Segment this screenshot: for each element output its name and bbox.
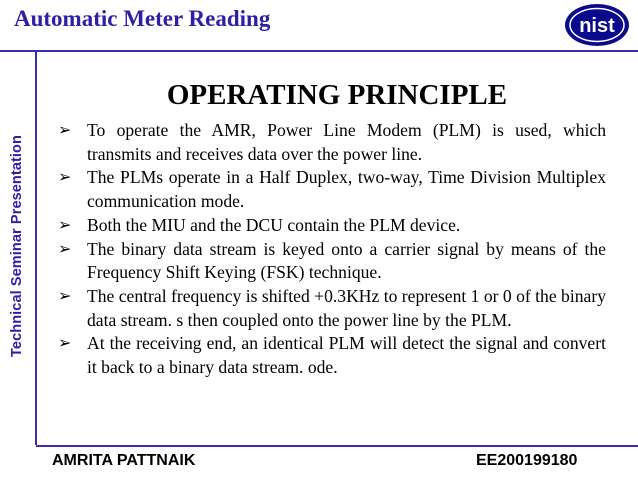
bullet-text: The binary data stream is keyed onto a carrier signal by means of the Frequency Shift Keying (FSK) technique. xyxy=(87,238,606,283)
list-item xyxy=(58,285,606,332)
bullet-text: To operate the AMR, Power Line Modem (PLM) is used, which transmits and receives data over the power line. xyxy=(87,120,606,164)
roll-number: EE200199180 xyxy=(476,452,578,469)
list-item xyxy=(58,119,606,166)
slide-heading: OPERATING PRINCIPLE xyxy=(166,79,508,111)
arrow-bullet-icon: ➢ xyxy=(58,335,72,353)
bullet-text: Both the MIU and the DCU contain the PLM device. xyxy=(87,214,461,235)
side-label xyxy=(0,52,34,440)
header-divider xyxy=(0,50,638,52)
list-item xyxy=(58,166,606,213)
nist-logo xyxy=(564,3,630,47)
list-item xyxy=(58,214,606,238)
arrow-bullet-icon: ➢ xyxy=(58,216,72,234)
arrow-bullet-icon: ➢ xyxy=(58,122,72,139)
bullet-text: At the receiving end, an identical PLM will detect the signal and convert it back to a binary data stream. ode. xyxy=(87,333,606,378)
bullet-text: The central frequency is shifted +0.3KHz to represent 1 or 0 of the binary data stream. s then coupled onto the power line by the PLM. xyxy=(87,285,606,330)
bullet-text: The PLMs operate in a Half Duplex, two-way, Time Division Multiplex communication mode. xyxy=(87,167,606,212)
author-name: AMRITA PATTNAIK xyxy=(52,452,196,469)
list-item xyxy=(58,238,606,285)
footer-divider xyxy=(36,445,638,447)
arrow-bullet-icon: ➢ xyxy=(58,287,72,305)
arrow-bullet-icon: ➢ xyxy=(58,169,72,187)
bullet-list xyxy=(58,119,606,380)
logo-text: nist xyxy=(579,15,615,37)
header-title: Automatic Meter Reading xyxy=(14,6,271,31)
side-label-text: Technical Seminar Presentation xyxy=(9,135,26,357)
list-item xyxy=(58,332,606,379)
arrow-bullet-icon: ➢ xyxy=(58,240,72,258)
